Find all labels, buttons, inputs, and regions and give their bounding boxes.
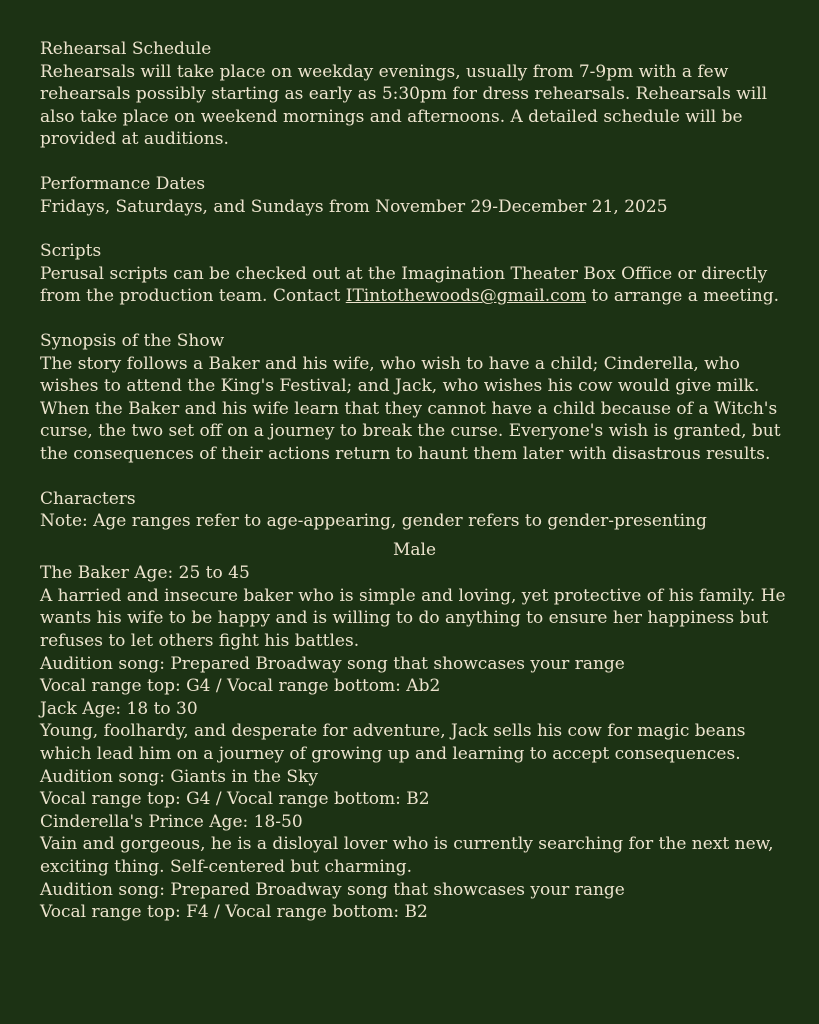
character-entry: [40, 562, 789, 698]
character-name-line: [40, 811, 789, 834]
character-name-line: [40, 698, 789, 721]
synopsis-section: [40, 330, 789, 466]
characters-heading: Characters: [40, 488, 136, 509]
rehearsal-heading: Rehearsal Schedule: [40, 39, 212, 59]
character-age: Age: 18-50: [209, 811, 303, 832]
scripts-body: [40, 263, 789, 308]
character-entry: [40, 811, 789, 924]
character-name-line: [40, 562, 789, 585]
character-description: Vain and gorgeous, he is a disloyal lover who is currently searching for the next new, exciting thing. Self-centered but charming.: [40, 834, 774, 877]
character-description: Young, foolhardy, and desperate for adventure, Jack sells his cow for magic beans which lead him on a journey of growing up and learning to accept consequences.: [40, 721, 746, 765]
synopsis-heading: Synopsis of the Show: [40, 330, 225, 351]
scripts-section: [40, 240, 789, 308]
character-audition-song: Audition song: Giants in the Sky: [40, 766, 318, 787]
performance-section: [40, 173, 789, 218]
character-audition-song: Audition song: Prepared Broadway song that showcases your range: [40, 653, 625, 674]
email-link[interactable]: ITintothewoods@gmail.com: [345, 286, 587, 307]
performance-body: Fridays, Saturdays, and Sundays from November 29-December 21, 2025: [40, 196, 668, 217]
character-name: Cinderella's Prince: [40, 811, 204, 832]
character-entry: [40, 698, 789, 811]
synopsis-body: The story follows a Baker and his wife, who wish to have a child; Cinderella, who wishes to attend the King's Festival; and Jack, who wishes his cow would give milk. When the Baker and his wife learn that they cannot have a child because of a Witch's curse, the two set off on a journey to break the curse. Everyone's wish is granted, but the consequences of their actions return to haunt them later with disastrous results.: [40, 353, 781, 464]
character-age: Age: 25 to 45: [134, 563, 250, 584]
character-audition-song: Audition song: Prepared Broadway song that showcases your range: [40, 879, 625, 900]
character-name: The Baker: [40, 563, 129, 584]
scripts-heading: Scripts: [40, 241, 102, 262]
scripts-body-before: Perusal scripts can be checked out at the Imagination Theater Box Office or directly from the production team. Contact: [40, 263, 768, 307]
scripts-body-after: to arrange a meeting.: [586, 286, 780, 307]
character-name: Jack: [40, 698, 77, 719]
rehearsal-body: Rehearsals will take place on weekday evenings, usually from 7-9pm with a few rehearsals possibly starting as early as 5:30pm for dress rehearsals. Rehearsals will also take place on weekend mornings and afternoons. A detailed schedule will be provided at auditions.: [40, 61, 768, 150]
character-vocal-range: Vocal range top: G4 / Vocal range bottom: B2: [40, 789, 430, 810]
performance-heading: Performance Dates: [40, 173, 206, 194]
character-vocal-range: Vocal range top: F4 / Vocal range bottom: B2: [40, 902, 428, 923]
character-age: Age: 18 to 30: [82, 698, 198, 719]
characters-section: [40, 488, 789, 533]
character-vocal-range: Vocal range top: G4 / Vocal range bottom: Ab2: [40, 676, 441, 697]
male-heading: Male: [392, 539, 437, 560]
characters-note: Note: Age ranges refer to age-appearing, gender refers to gender-presenting: [40, 511, 707, 532]
rehearsal-section: [40, 38, 789, 151]
character-description: A harried and insecure baker who is simple and loving, yet protective of his family. He wants his wife to be happy and is willing to do anything to ensure her happiness but refuses to let others fight his battles.: [40, 585, 786, 652]
